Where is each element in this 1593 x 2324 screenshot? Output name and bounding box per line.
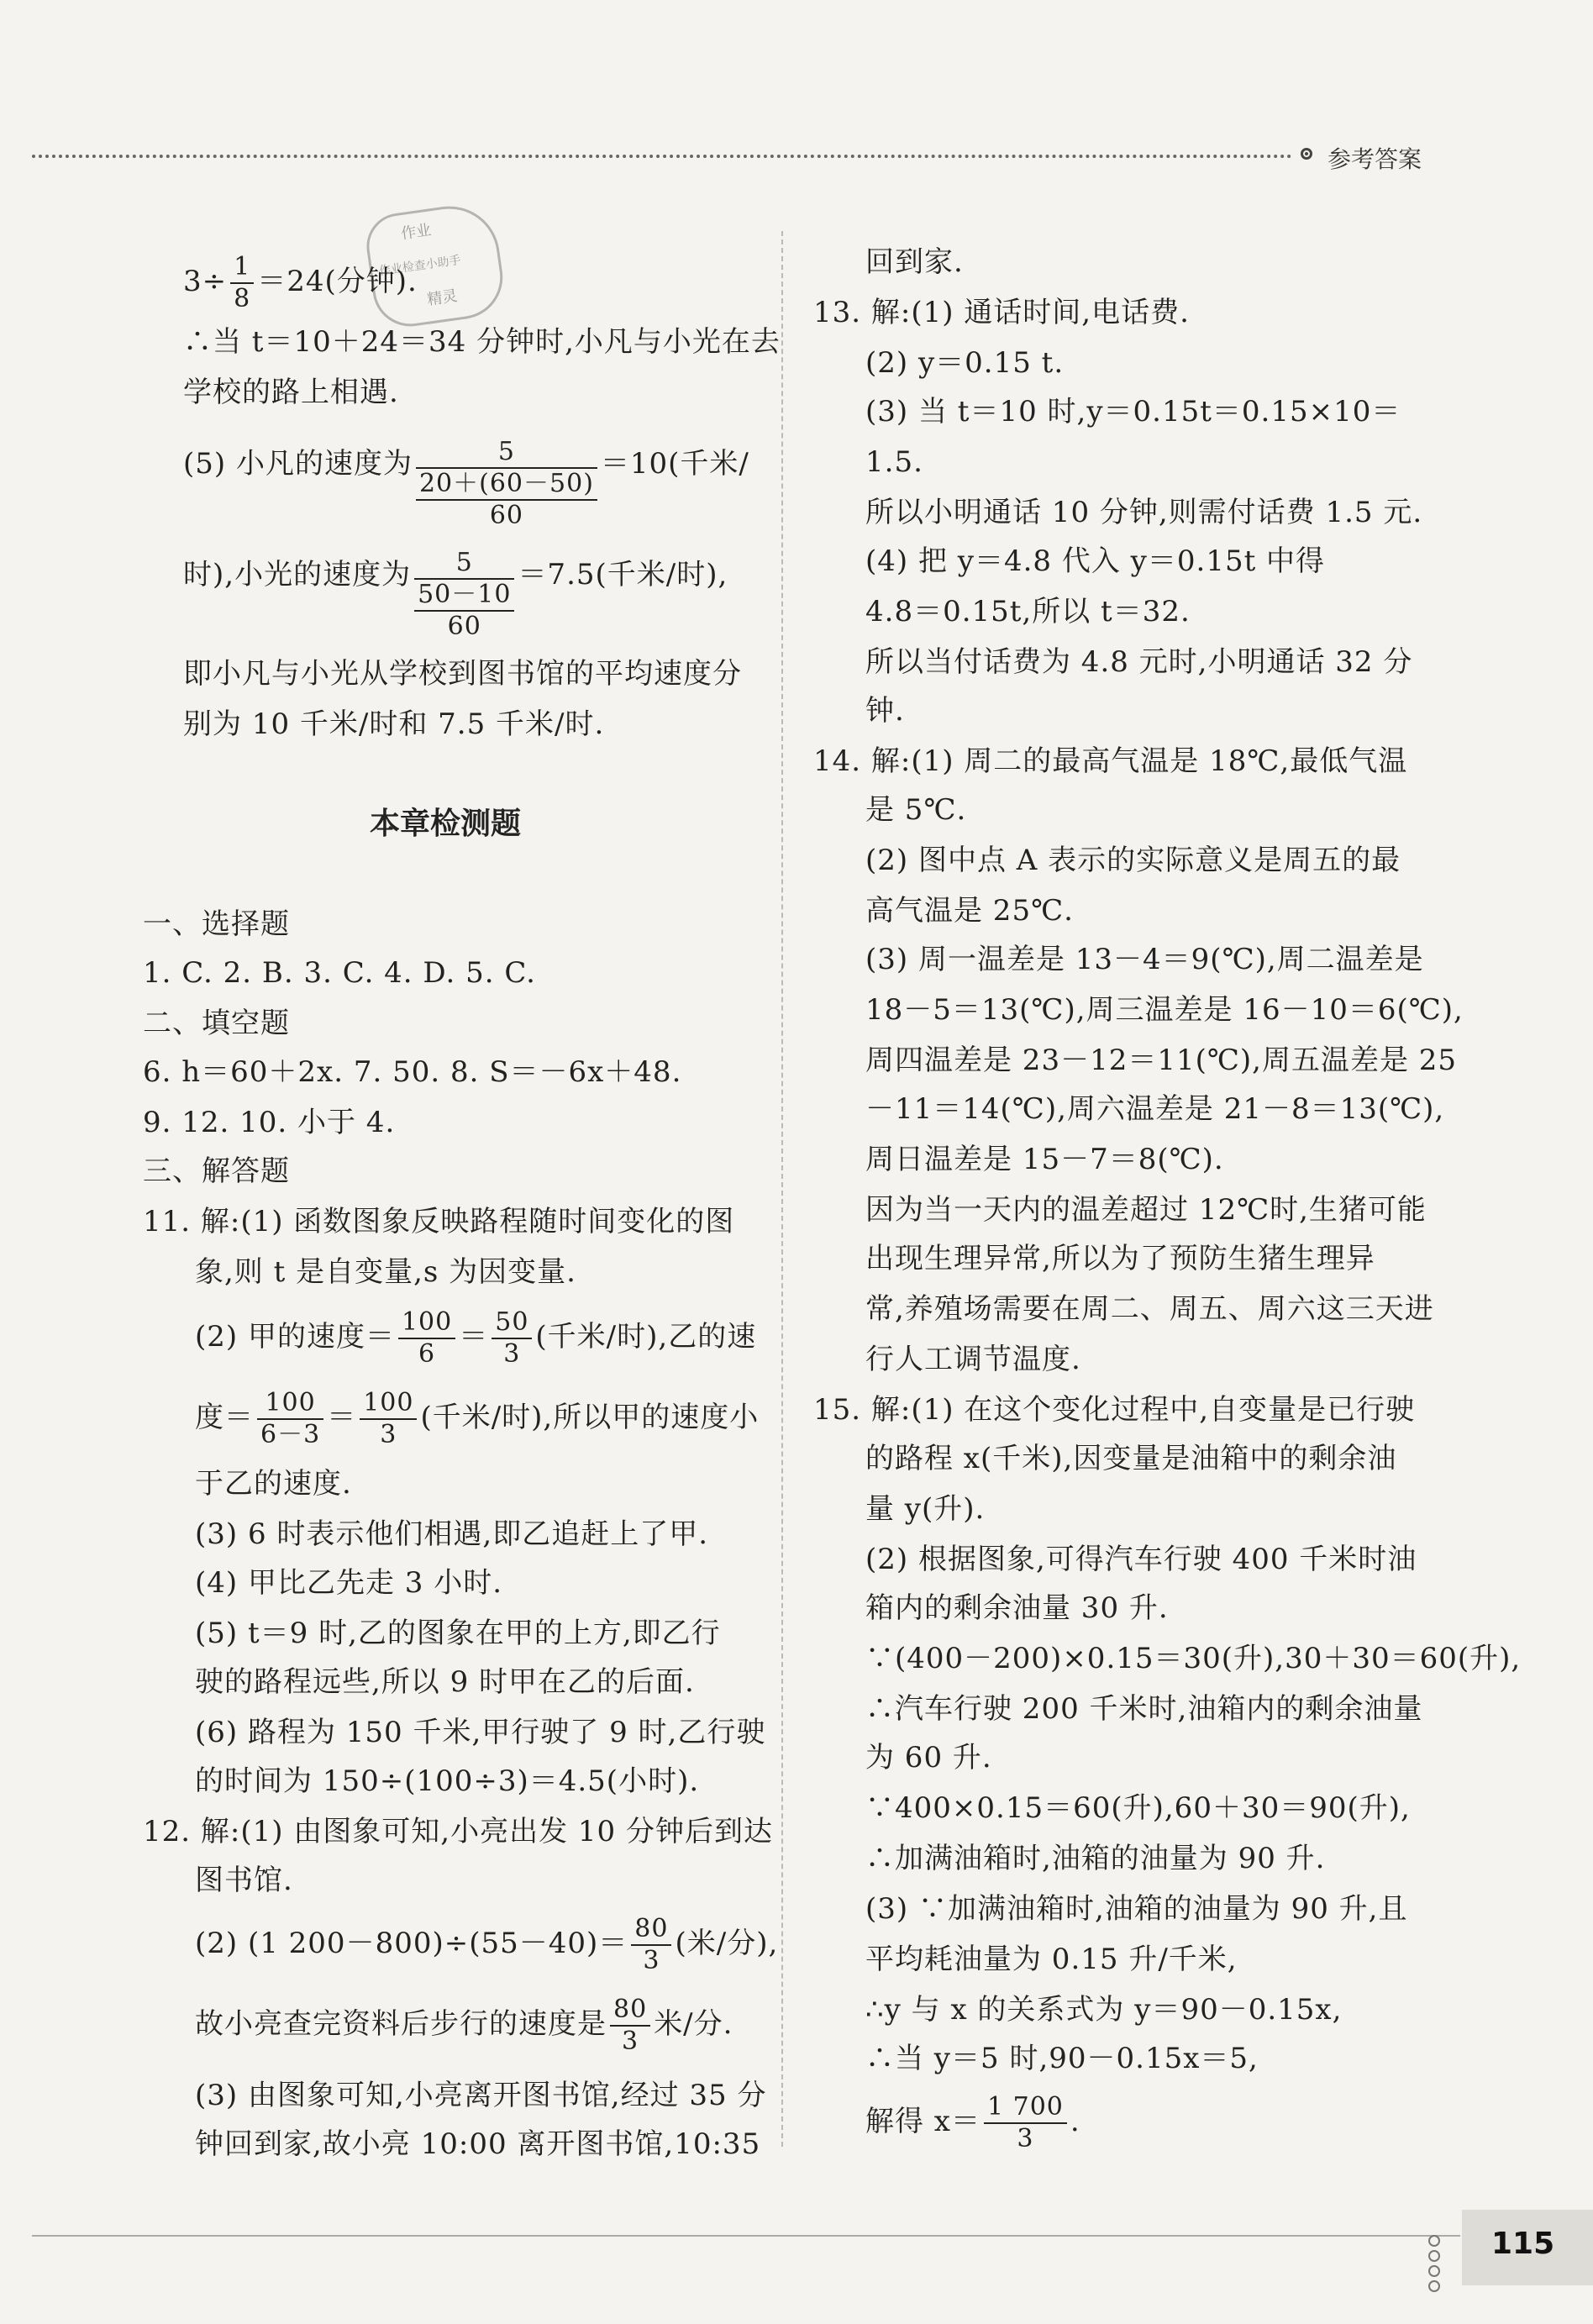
text-line: 15. 解:(1) 在这个变化过程中,自变量是已行驶: [813, 1393, 1416, 1427]
text-line: 的时间为 150÷(100÷3)＝4.5(小时).: [195, 1764, 700, 1798]
text-line: 钟.: [865, 694, 905, 728]
text-line: 度＝ $\frac{100}{6-3}$ ＝ $\frac{100}{3}$ (千米/时),所以甲的速度小: [195, 1388, 760, 1449]
chapter-title: 本章检测题: [370, 807, 522, 841]
fraction: $\frac{1 700}{3}$: [984, 2092, 1067, 2154]
text-line: (4) 甲比乙先走 3 小时.: [195, 1566, 503, 1600]
text-line: 的路程 x(千米),因变量是油箱中的剩余油: [865, 1442, 1397, 1475]
text-line: (4) 把 y＝4.8 代入 y＝0.15t 中得: [865, 544, 1326, 578]
text-line: 即小凡与小光从学校到图书馆的平均速度分: [183, 657, 742, 691]
text-line: (2) 甲的速度＝ $\frac{100}{6}$ ＝ $\frac{50}{3}$ (千米/时),乙的速: [195, 1307, 757, 1369]
text-line: (2) (1 200－800)÷(55－40)＝ $\frac{80}{3}$ (米/分),: [195, 1914, 779, 1975]
text-line: 象,则 t 是自变量,s 为因变量.: [195, 1255, 576, 1289]
fraction: $\frac{5}{\frac{20+(60-50)}{60}}$: [416, 437, 597, 531]
stamp-line: 精灵: [426, 287, 459, 309]
section-heading: 三、解答题: [143, 1154, 290, 1188]
text-line: 周日温差是 15－7＝8(℃).: [865, 1143, 1224, 1176]
fraction: $\frac{80}{3}$: [610, 1995, 650, 2057]
text-line: －11＝14(℃),周六温差是 21－8＝13(℃),: [865, 1092, 1445, 1126]
page-number: 115: [1491, 2227, 1555, 2261]
text-line: 箱内的剩余油量 30 升.: [865, 1591, 1169, 1625]
text-line: 解得 x＝ $\frac{1 700}{3}$ .: [865, 2092, 1080, 2153]
text-line: 6. h＝60＋2x. 7. 50. 8. S＝－6x＋48.: [143, 1055, 682, 1089]
text-line: 14. 解:(1) 周二的最高气温是 18℃,最低气温: [813, 744, 1408, 778]
text-line: ∵(400－200)×0.15＝30(升),30＋30＝60(升),: [865, 1642, 1522, 1675]
text-line: 出现生理异常,所以为了预防生猪生理异: [865, 1242, 1375, 1275]
text-line: 4.8＝0.15t,所以 t＝32.: [865, 595, 1191, 628]
text-line: 图书馆.: [195, 1864, 293, 1897]
section-heading: 二、填空题: [143, 1007, 290, 1040]
text-line: 13. 解:(1) 通话时间,电话费.: [813, 296, 1190, 329]
footer-rule: [32, 2235, 1460, 2237]
header-bullet-icon: [1301, 148, 1312, 160]
fraction: $\frac{1}{8}$: [230, 252, 254, 314]
text-line: 时),小光的速度为 $\frac{5}{\frac{50-10}{60}}$ ＝7.5(千米/时),: [183, 548, 728, 641]
text-line: (3) 周一温差是 13－4＝9(℃),周二温差是: [865, 943, 1424, 976]
text-line: 钟回到家,故小亮 10:00 离开图书馆,10:35: [195, 2127, 761, 2161]
text-line: (3) 由图象可知,小亮离开图书馆,经过 35 分: [195, 2079, 767, 2112]
text-line: ∴y 与 x 的关系式为 y＝90－0.15x,: [865, 1993, 1343, 2027]
text-line: 9. 12. 10. 小于 4.: [143, 1106, 396, 1139]
text-line: 平均耗油量为 0.15 升/千米,: [865, 1943, 1238, 1976]
text-line: 高气温是 25℃.: [865, 894, 1074, 928]
text-line: 驶的路程远些,所以 9 时甲在乙的后面.: [195, 1665, 695, 1699]
text-line: 量 y(升).: [865, 1492, 986, 1526]
text-line: (3) ∵加满油箱时,油箱的油量为 90 升,且: [865, 1892, 1408, 1926]
text-line: 是 5℃.: [865, 793, 967, 827]
text-line: ∴当 y＝5 时,90－0.15x＝5,: [865, 2042, 1259, 2075]
text-line: (5) 小凡的速度为 $\frac{5}{\frac{20+(60-50)}{60}}$ ＝10(千米/: [183, 437, 749, 530]
text-line: 3÷ $\frac{1}{8}$ ＝24(分钟).: [183, 252, 418, 313]
text-line: 所以小明通话 10 分钟,则需付话费 1.5 元.: [865, 496, 1423, 529]
text-line: 11. 解:(1) 函数图象反映路程随时间变化的图: [143, 1205, 735, 1238]
text-line: ∴当 t＝10＋24＝34 分钟时,小凡与小光在去: [183, 325, 781, 359]
fraction: $\frac{100}{3}$: [360, 1388, 417, 1450]
text-line: 1. C. 2. B. 3. C. 4. D. 5. C.: [143, 956, 536, 990]
text-line: ∵400×0.15＝60(升),60＋30＝90(升),: [865, 1791, 1411, 1825]
fraction: $\frac{5}{\frac{50-10}{60}}$: [414, 548, 514, 642]
text-line: (2) 根据图象,可得汽车行驶 400 千米时油: [865, 1543, 1417, 1576]
text-line: 行人工调节温度.: [865, 1343, 1081, 1376]
text-line: 18－5＝13(℃),周三温差是 16－10＝6(℃),: [865, 993, 1464, 1027]
header-label: 参考答案: [1328, 145, 1422, 173]
text-line: 12. 解:(1) 由图象可知,小亮出发 10 分钟后到达: [143, 1815, 773, 1848]
text-line: 1.5.: [865, 445, 923, 479]
text-line: 常,养殖场需要在周二、周五、周六这三天进: [865, 1292, 1434, 1326]
text-line: 回到家.: [865, 245, 964, 279]
text-line: 所以当付话费为 4.8 元时,小明通话 32 分: [865, 645, 1413, 679]
fraction: $\frac{80}{3}$: [631, 1914, 671, 1976]
fraction: $\frac{100}{6-3}$: [257, 1388, 323, 1450]
text-line: (3) 6 时表示他们相遇,即乙追赶上了甲.: [195, 1517, 709, 1551]
column-divider: [781, 231, 783, 2147]
section-heading: 一、选择题: [143, 907, 290, 941]
stamp-line: 作业检查小助手: [378, 253, 462, 279]
text-line: 故小亮查完资料后步行的速度是 $\frac{80}{3}$ 米/分.: [195, 1995, 733, 2056]
text-line: 于乙的速度.: [195, 1467, 352, 1501]
fraction: $\frac{50}{3}$: [492, 1307, 532, 1370]
text-line: 因为当一天内的温差超过 12℃时,生猪可能: [865, 1193, 1427, 1227]
text-line: 周四温差是 23－12＝11(℃),周五温差是 25: [865, 1044, 1458, 1077]
header-dotted-rule: [32, 155, 1292, 158]
text-line: (2) 图中点 A 表示的实际意义是周五的最: [865, 844, 1401, 877]
fraction: $\frac{100}{6}$: [398, 1307, 455, 1370]
stamp-line: 作业: [399, 221, 433, 244]
text-line: 别为 10 千米/时和 7.5 千米/时.: [183, 707, 605, 741]
text-line: (5) t＝9 时,乙的图象在甲的上方,即乙行: [195, 1617, 721, 1650]
text-line: ∴加满油箱时,油箱的油量为 90 升.: [865, 1842, 1326, 1875]
text-line: (6) 路程为 150 千米,甲行驶了 9 时,乙行驶: [195, 1716, 766, 1749]
binding-marks-icon: [1428, 2235, 1448, 2295]
text-line: (2) y＝0.15 t.: [865, 346, 1065, 380]
text-line: ∴汽车行驶 200 千米时,油箱内的剩余油量: [865, 1692, 1423, 1726]
text-line: (3) 当 t＝10 时,y＝0.15t＝0.15×10＝: [865, 395, 1401, 429]
text-line: 学校的路上相遇.: [183, 376, 399, 409]
text-line: 为 60 升.: [865, 1741, 992, 1775]
